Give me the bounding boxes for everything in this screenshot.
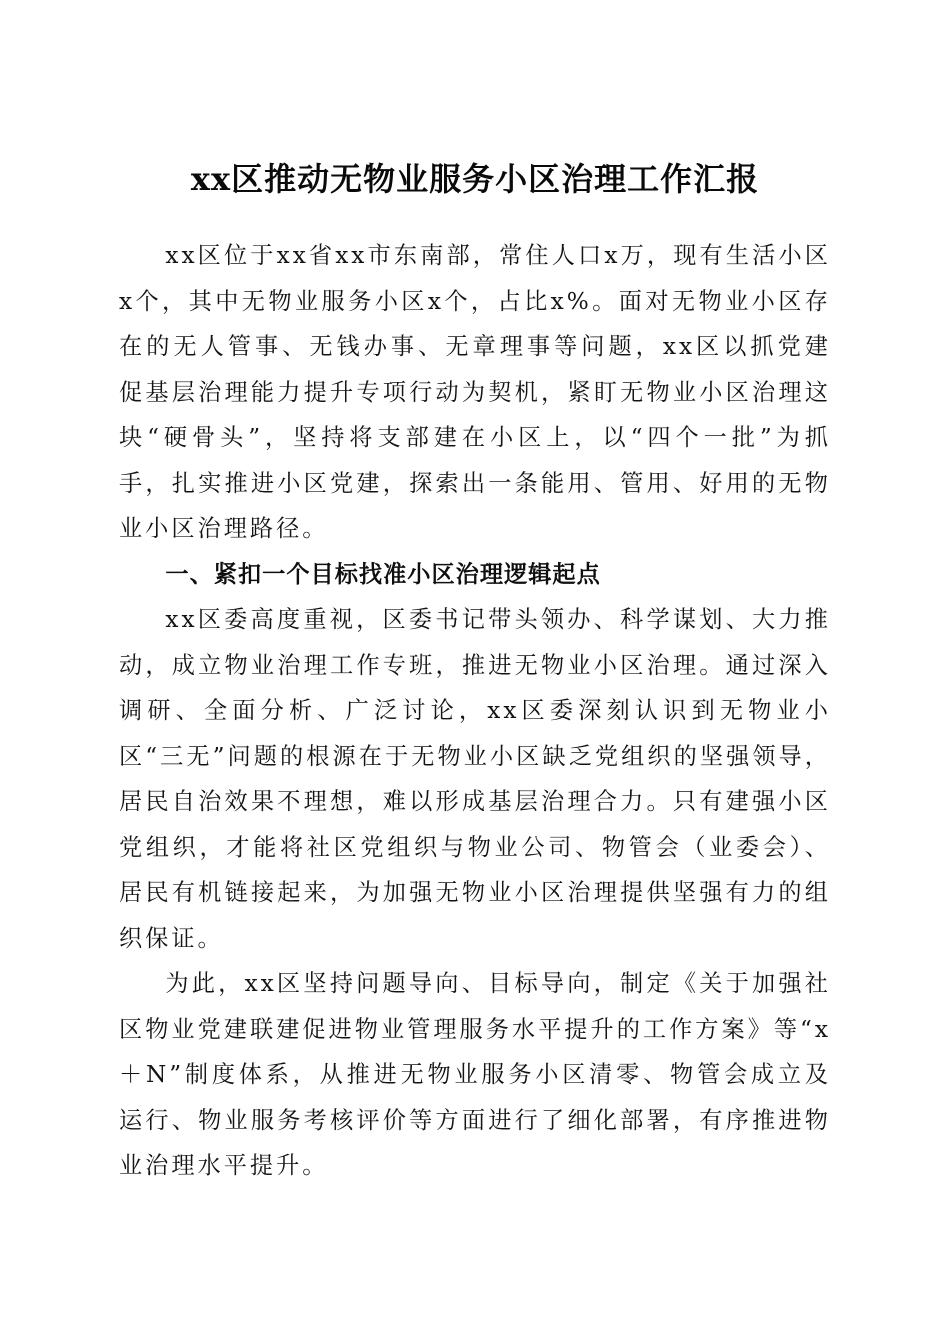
paragraph-section-1-a: xx区委高度重视，区委书记带头领办、科学谋划、大力推动，成立物业治理工作专班，推进无物业小区治理。通过深入调研、全面分析、广泛讨论，xx区委深刻认识到无物业小区“三无”问题的根源在于无物业小区缺乏党组织的坚强领导，居民自治效果不理想，难以形成基层治理合力。只有建强小区党组织，才能将社区党组织与物业公司、物管会（业委会）、居民有机链接起来，为加强无物业小区治理提供坚强有力的组织保证。 [119,606,831,952]
paragraph-intro: xx区位于xx省xx市东南部，常住人口x万，现有生活小区x个，其中无物业服务小区x个，占比x%。面对无物业小区存在的无人管事、无钱办事、无章理事等问题，xx区以抓党建促基层治理能力提升专项行动为契机，紧盯无物业小区治理这块“硬骨头”，坚持将支部建在小区上，以“四个一批”为抓手，扎实推进小区党建，探索出一条能用、管用、好用的无物业小区治理路径。 [119,242,831,542]
document-title: xx区推动无物业服务小区治理工作汇报 [190,160,760,199]
paragraph-section-1-b: 为此，xx区坚持问题导向、目标导向，制定《关于加强社区物业党建联建促进物业管理服务水平提升的工作方案》等“x＋N”制度体系，从推进无物业服务小区清零、物管会成立及运行、物业服务考核评价等方面进行了细化部署，有序推进物业治理水平提升。 [119,970,831,1179]
section-heading-1: 一、紧扣一个目标找准小区治理逻辑起点 [165,560,601,588]
document-body [119,233,831,1189]
